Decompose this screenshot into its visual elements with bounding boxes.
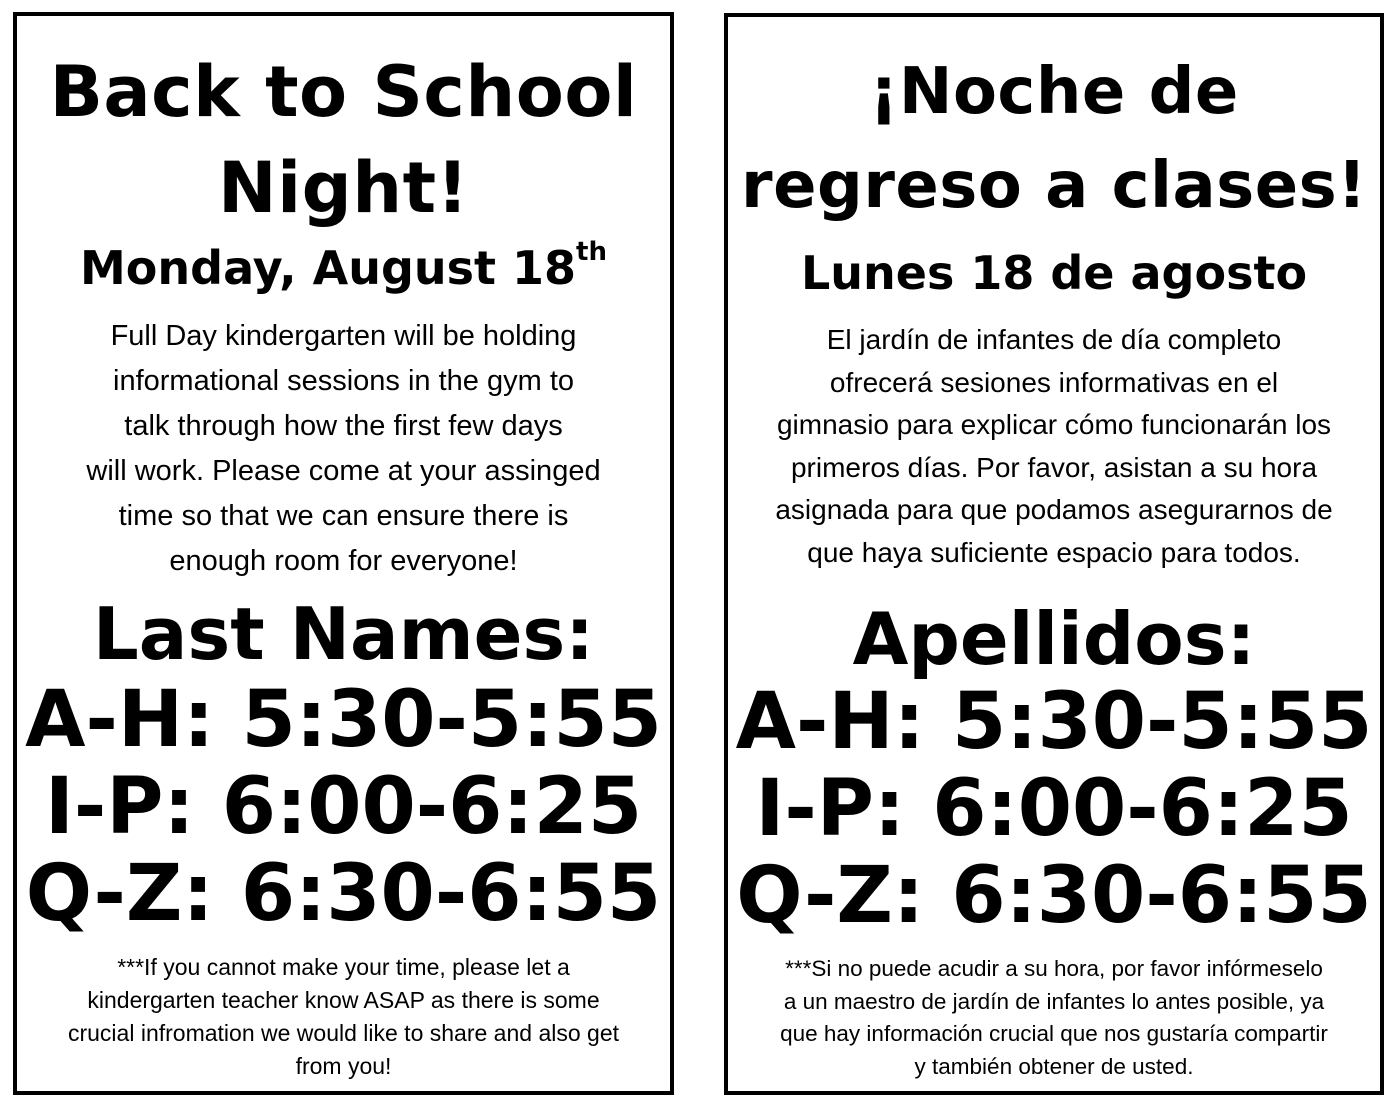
description-line: informational sessions in the gym to <box>113 365 574 397</box>
event-date-text: Lunes 18 de agosto <box>800 246 1308 300</box>
description-line: primeros días. Por favor, asistan a su hora <box>790 451 1318 483</box>
footnote <box>31 951 656 1083</box>
event-date-suffix: th <box>576 237 607 267</box>
title-line-1: Back to School <box>49 51 638 133</box>
footnote-line: ***If you cannot make your time, please let a <box>117 954 570 980</box>
description-line: El jardín de infantes de día completo <box>826 324 1282 355</box>
description <box>31 314 656 584</box>
description-line: Full Day kindergarten will be holding <box>110 320 577 352</box>
flyer-title <box>728 45 1380 233</box>
time-slots <box>728 679 1380 940</box>
english-flyer <box>13 12 674 1095</box>
spanish-flyer <box>724 13 1384 1095</box>
footnote-line: crucial infromation we would like to share and also get <box>67 1020 619 1046</box>
description-line: time so that we can ensure there is <box>118 500 569 532</box>
flyer-title <box>17 44 670 236</box>
event-date <box>17 238 670 298</box>
description-line: enough room for everyone! <box>169 545 518 577</box>
footnote-line: y también obtener de usted. <box>914 1053 1194 1079</box>
description <box>742 319 1366 574</box>
description-line: gimnasio para explicar cómo funcionarán los <box>776 409 1332 440</box>
event-date-text: Monday, August 18 <box>80 241 577 295</box>
time-slot-q-z: Q-Z: 6:30-6:55 <box>25 849 662 939</box>
footnote <box>742 953 1366 1083</box>
last-names-heading: Last Names: <box>92 592 595 676</box>
time-slot-a-h: A-H: 5:30-5:55 <box>25 675 662 765</box>
last-names-heading: Apellidos: <box>852 597 1256 681</box>
time-slot-i-p: I-P: 6:00-6:25 <box>44 762 643 852</box>
time-slot-i-p: I-P: 6:00-6:25 <box>755 764 1353 854</box>
time-slot-a-h: A-H: 5:30-5:55 <box>735 677 1373 767</box>
footnote-line: a un maestro de jardín de infantes lo antes posible, ya <box>783 988 1325 1014</box>
footnote-line: from you! <box>295 1053 392 1079</box>
description-line: will work. Please come at your assinged <box>86 455 601 487</box>
footnote-line: que hay información crucial que nos gustaría compartir <box>780 1021 1328 1046</box>
description-line: ofrecerá sesiones informativas en el <box>829 366 1279 398</box>
title-line-1: ¡Noche de <box>869 55 1239 129</box>
description-line: asignada para que podamos asegurarnos de <box>775 494 1333 525</box>
footnote-line: ***Si no puede acudir a su hora, por favor infórmeselo <box>785 956 1323 981</box>
event-date <box>728 243 1380 303</box>
time-slots <box>17 677 670 938</box>
description-line: talk through how the first few days <box>124 410 563 442</box>
description-line: que haya suficiente espacio para todos. <box>807 536 1301 568</box>
title-line-2: Night! <box>218 147 469 229</box>
footnote-line: kindergarten teacher know ASAP as there is some <box>87 987 600 1013</box>
title-line-2: regreso a clases! <box>741 149 1367 223</box>
time-slot-q-z: Q-Z: 6:30-6:55 <box>736 851 1372 941</box>
